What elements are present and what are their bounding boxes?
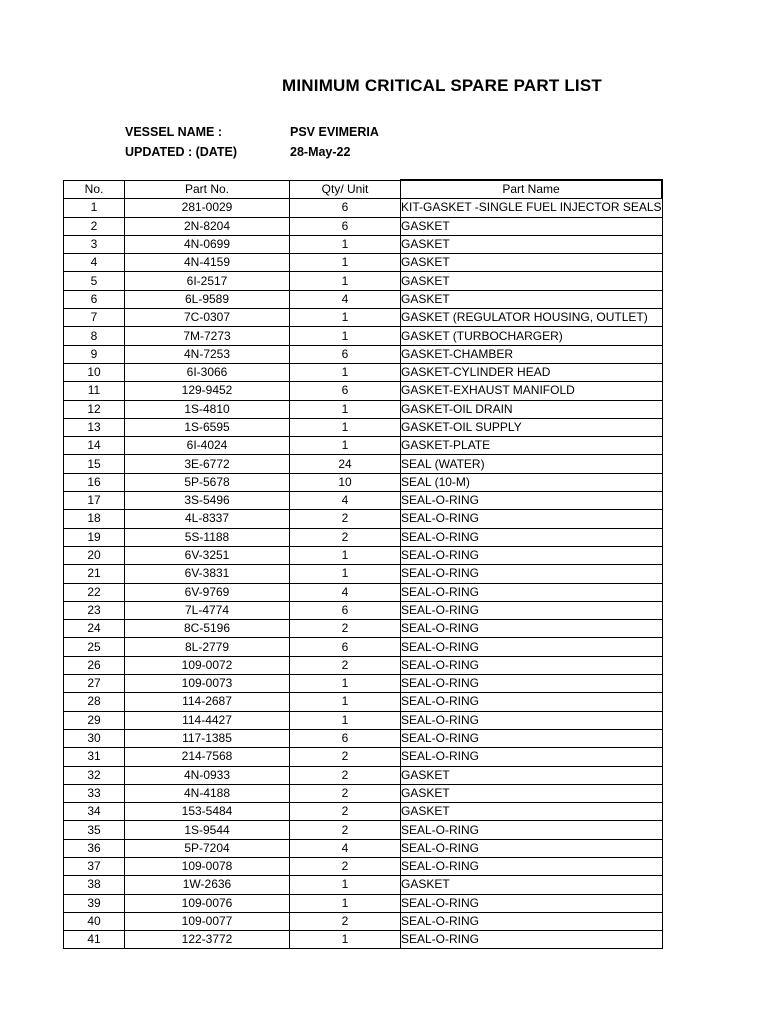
cell-qty: 1	[290, 546, 401, 564]
cell-part-name: SEAL-O-RING	[401, 821, 663, 839]
cell-qty: 24	[290, 455, 401, 473]
table-row	[64, 235, 663, 253]
cell-part-name: SEAL-O-RING	[401, 528, 663, 546]
cell-qty: 4	[290, 839, 401, 857]
cell-part-no: 1W-2636	[125, 876, 290, 894]
cell-part-name: SEAL-O-RING	[401, 638, 663, 656]
table-row	[64, 309, 663, 327]
cell-part-name: SEAL-O-RING	[401, 729, 663, 747]
cell-part-name: SEAL-O-RING	[401, 711, 663, 729]
cell-part-no: 4N-0699	[125, 235, 290, 253]
table-header-row	[64, 180, 663, 199]
spare-parts-table	[63, 179, 663, 949]
cell-no: 26	[64, 656, 125, 674]
table-row	[64, 546, 663, 564]
cell-qty: 2	[290, 821, 401, 839]
cell-part-name: SEAL-O-RING	[401, 912, 663, 930]
vessel-name-value: PSV EVIMERIA	[290, 125, 379, 139]
header-no: No.	[64, 180, 125, 199]
table-row	[64, 217, 663, 235]
cell-part-name: GASKET-EXHAUST MANIFOLD	[401, 382, 663, 400]
cell-part-name: GASKET	[401, 254, 663, 272]
cell-part-name: SEAL-O-RING	[401, 931, 663, 949]
cell-no: 36	[64, 839, 125, 857]
cell-part-name: GASKET	[401, 876, 663, 894]
updated-date-value: 28-May-22	[290, 145, 351, 159]
updated-date-label: UPDATED : (DATE)	[125, 145, 238, 159]
table-row	[64, 290, 663, 308]
cell-qty: 1	[290, 327, 401, 345]
cell-part-no: 7C-0307	[125, 309, 290, 327]
cell-part-name: GASKET (REGULATOR HOUSING, OUTLET)	[401, 309, 663, 327]
cell-part-no: 6V-3251	[125, 546, 290, 564]
cell-part-no: 2N-8204	[125, 217, 290, 235]
cell-part-name: GASKET	[401, 766, 663, 784]
table-row	[64, 382, 663, 400]
cell-part-name: SEAL-O-RING	[401, 620, 663, 638]
cell-part-no: 117-1385	[125, 729, 290, 747]
cell-part-no: 1S-9544	[125, 821, 290, 839]
cell-part-no: 6V-9769	[125, 583, 290, 601]
cell-part-name: GASKET-OIL DRAIN	[401, 400, 663, 418]
cell-no: 16	[64, 473, 125, 491]
cell-qty: 4	[290, 583, 401, 601]
table-row	[64, 693, 663, 711]
cell-no: 20	[64, 546, 125, 564]
header-part-no: Part No.	[125, 180, 290, 199]
table-row	[64, 510, 663, 528]
cell-part-name: SEAL-O-RING	[401, 601, 663, 619]
cell-part-name: SEAL-O-RING	[401, 565, 663, 583]
header-part-name: Part Name	[401, 180, 663, 199]
page-title: MINIMUM CRITICAL SPARE PART LIST	[282, 76, 602, 95]
cell-qty: 1	[290, 309, 401, 327]
cell-part-name: SEAL-O-RING	[401, 857, 663, 875]
cell-part-no: 3S-5496	[125, 492, 290, 510]
cell-no: 40	[64, 912, 125, 930]
cell-part-name: SEAL-O-RING	[401, 492, 663, 510]
cell-no: 9	[64, 345, 125, 363]
cell-part-no: 8C-5196	[125, 620, 290, 638]
cell-no: 31	[64, 748, 125, 766]
cell-part-name: SEAL-O-RING	[401, 583, 663, 601]
cell-part-name: KIT-GASKET -SINGLE FUEL INJECTOR SEALS	[401, 199, 663, 217]
cell-part-name: SEAL-O-RING	[401, 894, 663, 912]
cell-no: 29	[64, 711, 125, 729]
cell-qty: 6	[290, 729, 401, 747]
cell-no: 2	[64, 217, 125, 235]
cell-qty: 1	[290, 711, 401, 729]
table-row	[64, 418, 663, 436]
table-row	[64, 894, 663, 912]
cell-part-no: 109-0073	[125, 675, 290, 693]
table-row	[64, 345, 663, 363]
cell-qty: 2	[290, 784, 401, 802]
cell-qty: 1	[290, 437, 401, 455]
cell-part-no: 6I-4024	[125, 437, 290, 455]
cell-part-no: 122-3772	[125, 931, 290, 949]
cell-part-name: SEAL-O-RING	[401, 748, 663, 766]
cell-part-name: SEAL (10-M)	[401, 473, 663, 491]
cell-no: 27	[64, 675, 125, 693]
cell-part-no: 4N-0933	[125, 766, 290, 784]
cell-no: 1	[64, 199, 125, 217]
table-row	[64, 675, 663, 693]
cell-qty: 1	[290, 272, 401, 290]
cell-part-no: 6L-9589	[125, 290, 290, 308]
cell-part-no: 109-0078	[125, 857, 290, 875]
cell-part-name: GASKET-PLATE	[401, 437, 663, 455]
table-row	[64, 437, 663, 455]
cell-part-no: 7L-4774	[125, 601, 290, 619]
cell-qty: 6	[290, 199, 401, 217]
cell-qty: 6	[290, 345, 401, 363]
cell-qty: 2	[290, 510, 401, 528]
cell-qty: 6	[290, 638, 401, 656]
cell-part-no: 1S-6595	[125, 418, 290, 436]
table-row	[64, 931, 663, 949]
table-row	[64, 803, 663, 821]
cell-no: 7	[64, 309, 125, 327]
table-row	[64, 839, 663, 857]
table-row	[64, 876, 663, 894]
cell-no: 33	[64, 784, 125, 802]
cell-qty: 10	[290, 473, 401, 491]
cell-no: 32	[64, 766, 125, 784]
cell-qty: 2	[290, 620, 401, 638]
cell-no: 11	[64, 382, 125, 400]
cell-qty: 2	[290, 803, 401, 821]
table-row	[64, 784, 663, 802]
table-row	[64, 583, 663, 601]
table-row	[64, 857, 663, 875]
cell-part-name: GASKET	[401, 290, 663, 308]
cell-no: 25	[64, 638, 125, 656]
cell-part-no: 6I-3066	[125, 363, 290, 381]
cell-qty: 2	[290, 857, 401, 875]
cell-qty: 1	[290, 418, 401, 436]
cell-qty: 1	[290, 876, 401, 894]
cell-no: 24	[64, 620, 125, 638]
table-row	[64, 766, 663, 784]
cell-part-name: SEAL-O-RING	[401, 510, 663, 528]
cell-no: 10	[64, 363, 125, 381]
cell-part-name: GASKET-CYLINDER HEAD	[401, 363, 663, 381]
cell-part-name: GASKET	[401, 272, 663, 290]
cell-no: 22	[64, 583, 125, 601]
cell-no: 15	[64, 455, 125, 473]
table-row	[64, 912, 663, 930]
cell-part-name: GASKET	[401, 803, 663, 821]
cell-qty: 1	[290, 363, 401, 381]
table-row	[64, 656, 663, 674]
cell-part-no: 4N-4188	[125, 784, 290, 802]
cell-part-no: 114-2687	[125, 693, 290, 711]
table-row	[64, 620, 663, 638]
cell-no: 12	[64, 400, 125, 418]
cell-no: 5	[64, 272, 125, 290]
cell-no: 23	[64, 601, 125, 619]
cell-qty: 2	[290, 748, 401, 766]
cell-part-no: 281-0029	[125, 199, 290, 217]
table-row	[64, 199, 663, 217]
cell-no: 39	[64, 894, 125, 912]
cell-qty: 1	[290, 894, 401, 912]
cell-part-name: SEAL-O-RING	[401, 675, 663, 693]
cell-qty: 2	[290, 656, 401, 674]
cell-part-no: 5S-1188	[125, 528, 290, 546]
cell-qty: 6	[290, 601, 401, 619]
table-body	[64, 199, 663, 949]
cell-part-name: GASKET	[401, 217, 663, 235]
cell-part-no: 5P-7204	[125, 839, 290, 857]
cell-no: 14	[64, 437, 125, 455]
cell-part-no: 4N-7253	[125, 345, 290, 363]
table-row	[64, 473, 663, 491]
table-row	[64, 363, 663, 381]
cell-part-no: 6I-2517	[125, 272, 290, 290]
cell-part-no: 153-5484	[125, 803, 290, 821]
cell-part-no: 129-9452	[125, 382, 290, 400]
cell-part-no: 109-0072	[125, 656, 290, 674]
cell-no: 37	[64, 857, 125, 875]
cell-no: 34	[64, 803, 125, 821]
table-row	[64, 748, 663, 766]
table-row	[64, 821, 663, 839]
cell-part-no: 109-0076	[125, 894, 290, 912]
cell-part-no: 3E-6772	[125, 455, 290, 473]
cell-qty: 1	[290, 400, 401, 418]
cell-part-no: 7M-7273	[125, 327, 290, 345]
cell-no: 38	[64, 876, 125, 894]
table-row	[64, 528, 663, 546]
cell-no: 3	[64, 235, 125, 253]
cell-qty: 2	[290, 528, 401, 546]
cell-qty: 1	[290, 235, 401, 253]
table-row	[64, 455, 663, 473]
table-row	[64, 565, 663, 583]
cell-qty: 1	[290, 675, 401, 693]
cell-part-name: SEAL (WATER)	[401, 455, 663, 473]
cell-qty: 1	[290, 565, 401, 583]
cell-no: 13	[64, 418, 125, 436]
cell-part-no: 1S-4810	[125, 400, 290, 418]
cell-part-no: 6V-3831	[125, 565, 290, 583]
cell-qty: 1	[290, 931, 401, 949]
cell-qty: 2	[290, 912, 401, 930]
table-row	[64, 400, 663, 418]
cell-part-no: 114-4427	[125, 711, 290, 729]
table-row	[64, 254, 663, 272]
cell-no: 17	[64, 492, 125, 510]
table-row	[64, 327, 663, 345]
cell-no: 19	[64, 528, 125, 546]
cell-part-no: 4N-4159	[125, 254, 290, 272]
cell-no: 4	[64, 254, 125, 272]
table-row	[64, 492, 663, 510]
table-row	[64, 711, 663, 729]
cell-part-name: GASKET	[401, 235, 663, 253]
cell-no: 8	[64, 327, 125, 345]
cell-part-name: GASKET (TURBOCHARGER)	[401, 327, 663, 345]
cell-part-name: SEAL-O-RING	[401, 656, 663, 674]
cell-part-no: 5P-5678	[125, 473, 290, 491]
cell-qty: 4	[290, 492, 401, 510]
cell-qty: 1	[290, 693, 401, 711]
cell-part-name: GASKET	[401, 784, 663, 802]
cell-no: 18	[64, 510, 125, 528]
cell-part-name: SEAL-O-RING	[401, 839, 663, 857]
cell-qty: 2	[290, 766, 401, 784]
table-row	[64, 729, 663, 747]
table-row	[64, 601, 663, 619]
cell-no: 28	[64, 693, 125, 711]
cell-no: 30	[64, 729, 125, 747]
cell-part-no: 214-7568	[125, 748, 290, 766]
cell-no: 6	[64, 290, 125, 308]
cell-part-name: GASKET-OIL SUPPLY	[401, 418, 663, 436]
cell-part-no: 4L-8337	[125, 510, 290, 528]
vessel-name-label: VESSEL NAME :	[125, 125, 223, 139]
cell-qty: 6	[290, 217, 401, 235]
cell-qty: 4	[290, 290, 401, 308]
cell-no: 41	[64, 931, 125, 949]
cell-part-name: GASKET-CHAMBER	[401, 345, 663, 363]
header-qty-unit: Qty/ Unit	[290, 180, 401, 199]
cell-qty: 1	[290, 254, 401, 272]
table-row	[64, 272, 663, 290]
cell-no: 21	[64, 565, 125, 583]
cell-no: 35	[64, 821, 125, 839]
table-row	[64, 638, 663, 656]
cell-part-no: 8L-2779	[125, 638, 290, 656]
cell-part-name: SEAL-O-RING	[401, 693, 663, 711]
cell-part-name: SEAL-O-RING	[401, 546, 663, 564]
cell-part-no: 109-0077	[125, 912, 290, 930]
cell-qty: 6	[290, 382, 401, 400]
